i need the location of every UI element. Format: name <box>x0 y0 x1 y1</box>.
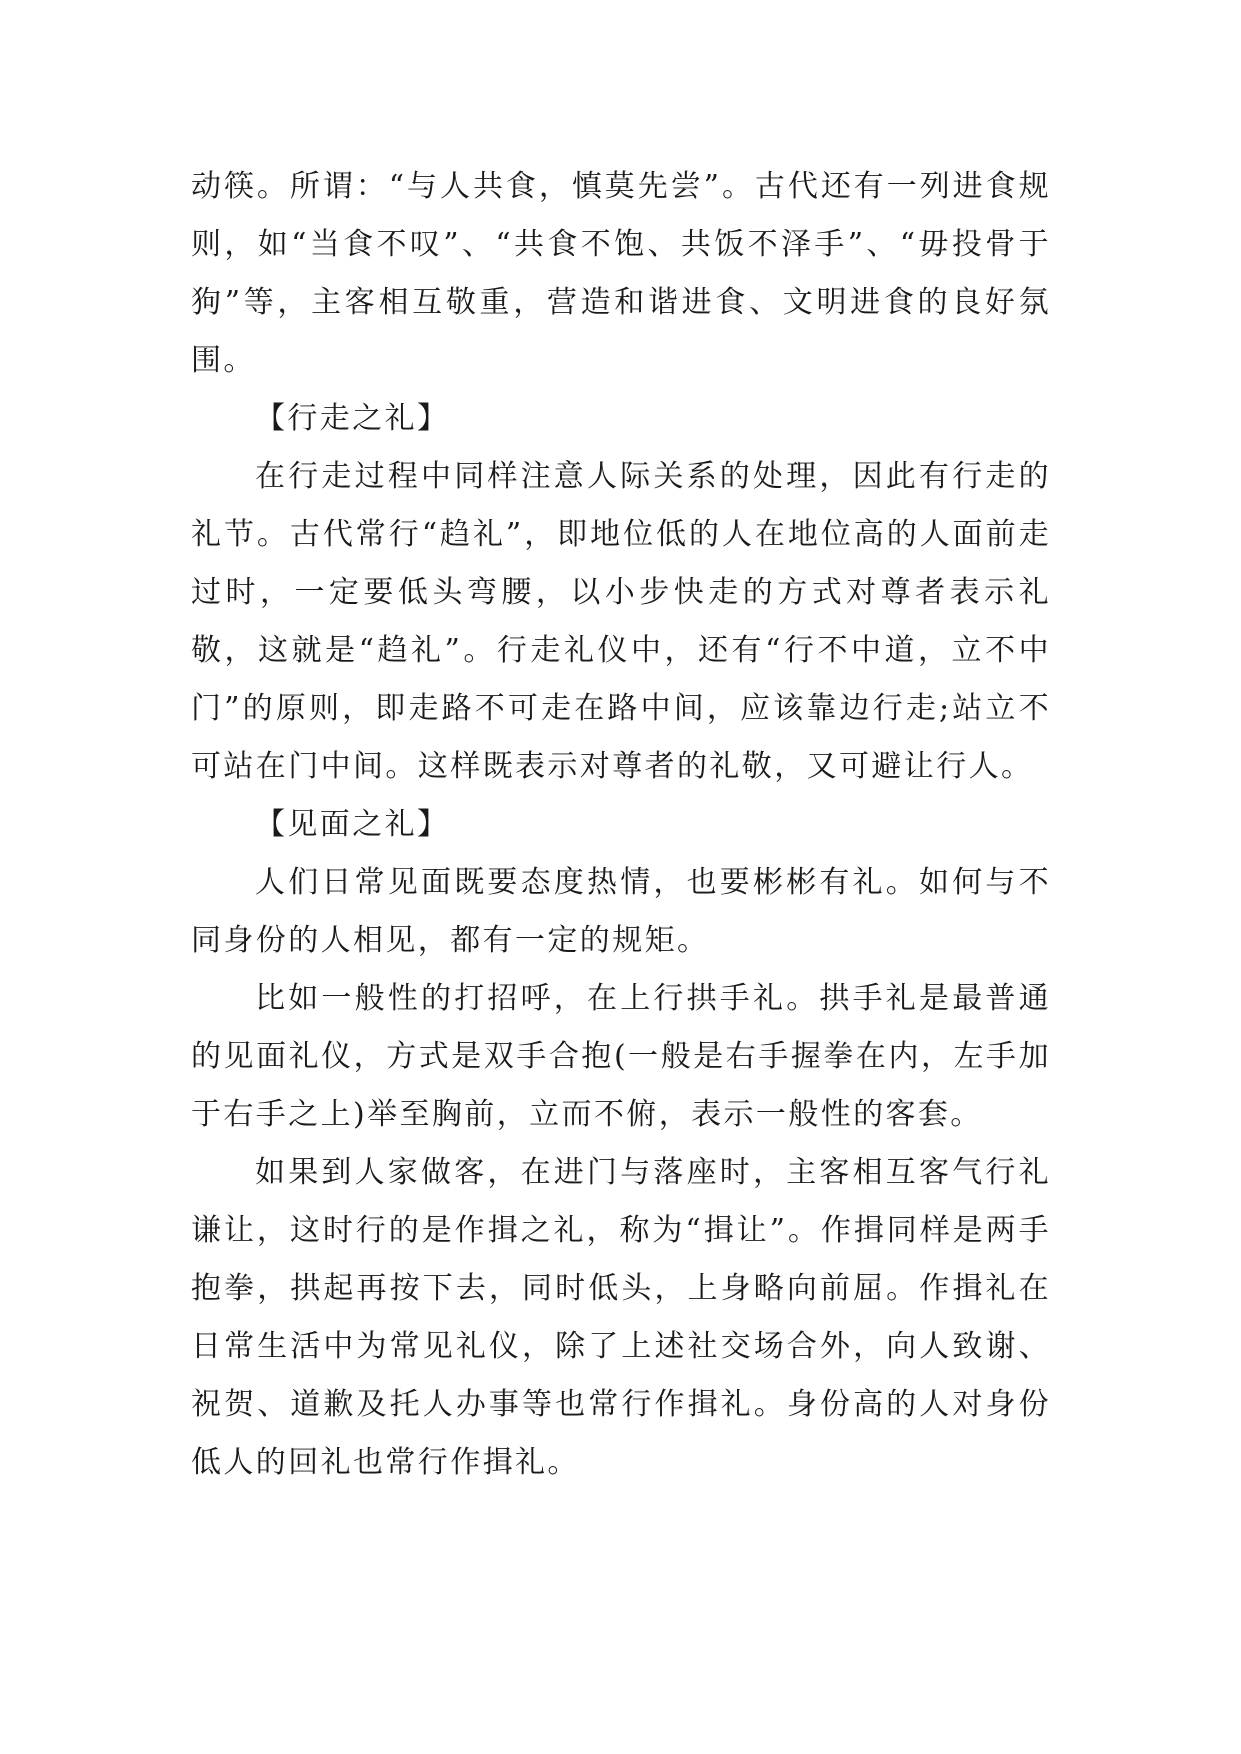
paragraph-walking: 在行走过程中同样注意人际关系的处理，因此有行走的礼节。古代常行“趋礼”，即地位低的人在地位高的人面前走过时，一定要低头弯腰，以小步快走的方式对尊者表示礼敬，这就是“趋礼”。行走礼仪中，还有“行不中道，立不中门”的原则，即走路不可走在路中间，应该靠边行走;站立不可站在门中间。这样既表示对尊者的礼敬，又可避让行人。 <box>191 459 1051 784</box>
paragraph-zuoyi: 如果到人家做客，在进门与落座时，主客相互客气行礼谦让，这时行的是作揖之礼，称为“揖让”。作揖同样是两手抱拳，拱起再按下去，同时低头，上身略向前屈。作揖礼在日常生活中为常见礼仪，除了上述社交场合外，向人致谢、祝贺、道歉及托人办事等也常行作揖礼。身份高的人对身份低人的回礼也常行作揖礼。 <box>191 1155 1051 1480</box>
paragraph-dining-continued: 动筷。所谓：“与人共食，慎莫先尝”。古代还有一列进食规则，如“当食不叹”、“共食不饱、共饭不泽手”、“毋投骨于狗”等，主客相互敬重，营造和谐进食、文明进食的良好氛围。 <box>191 169 1051 378</box>
paragraph-meeting-intro: 人们日常见面既要态度热情，也要彬彬有礼。如何与不同身份的人相见，都有一定的规矩。 <box>191 865 1051 958</box>
heading-meeting-etiquette: 【见面之礼】 <box>255 807 450 842</box>
heading-walking-etiquette: 【行走之礼】 <box>255 401 450 436</box>
paragraph-gongshou: 比如一般性的打招呼，在上行拱手礼。拱手礼是最普通的见面礼仪，方式是双手合抱(一般是右手握拳在内，左手加于右手之上)举至胸前，立而不俯，表示一般性的客套。 <box>191 981 1051 1132</box>
document-body <box>191 158 1051 1492</box>
